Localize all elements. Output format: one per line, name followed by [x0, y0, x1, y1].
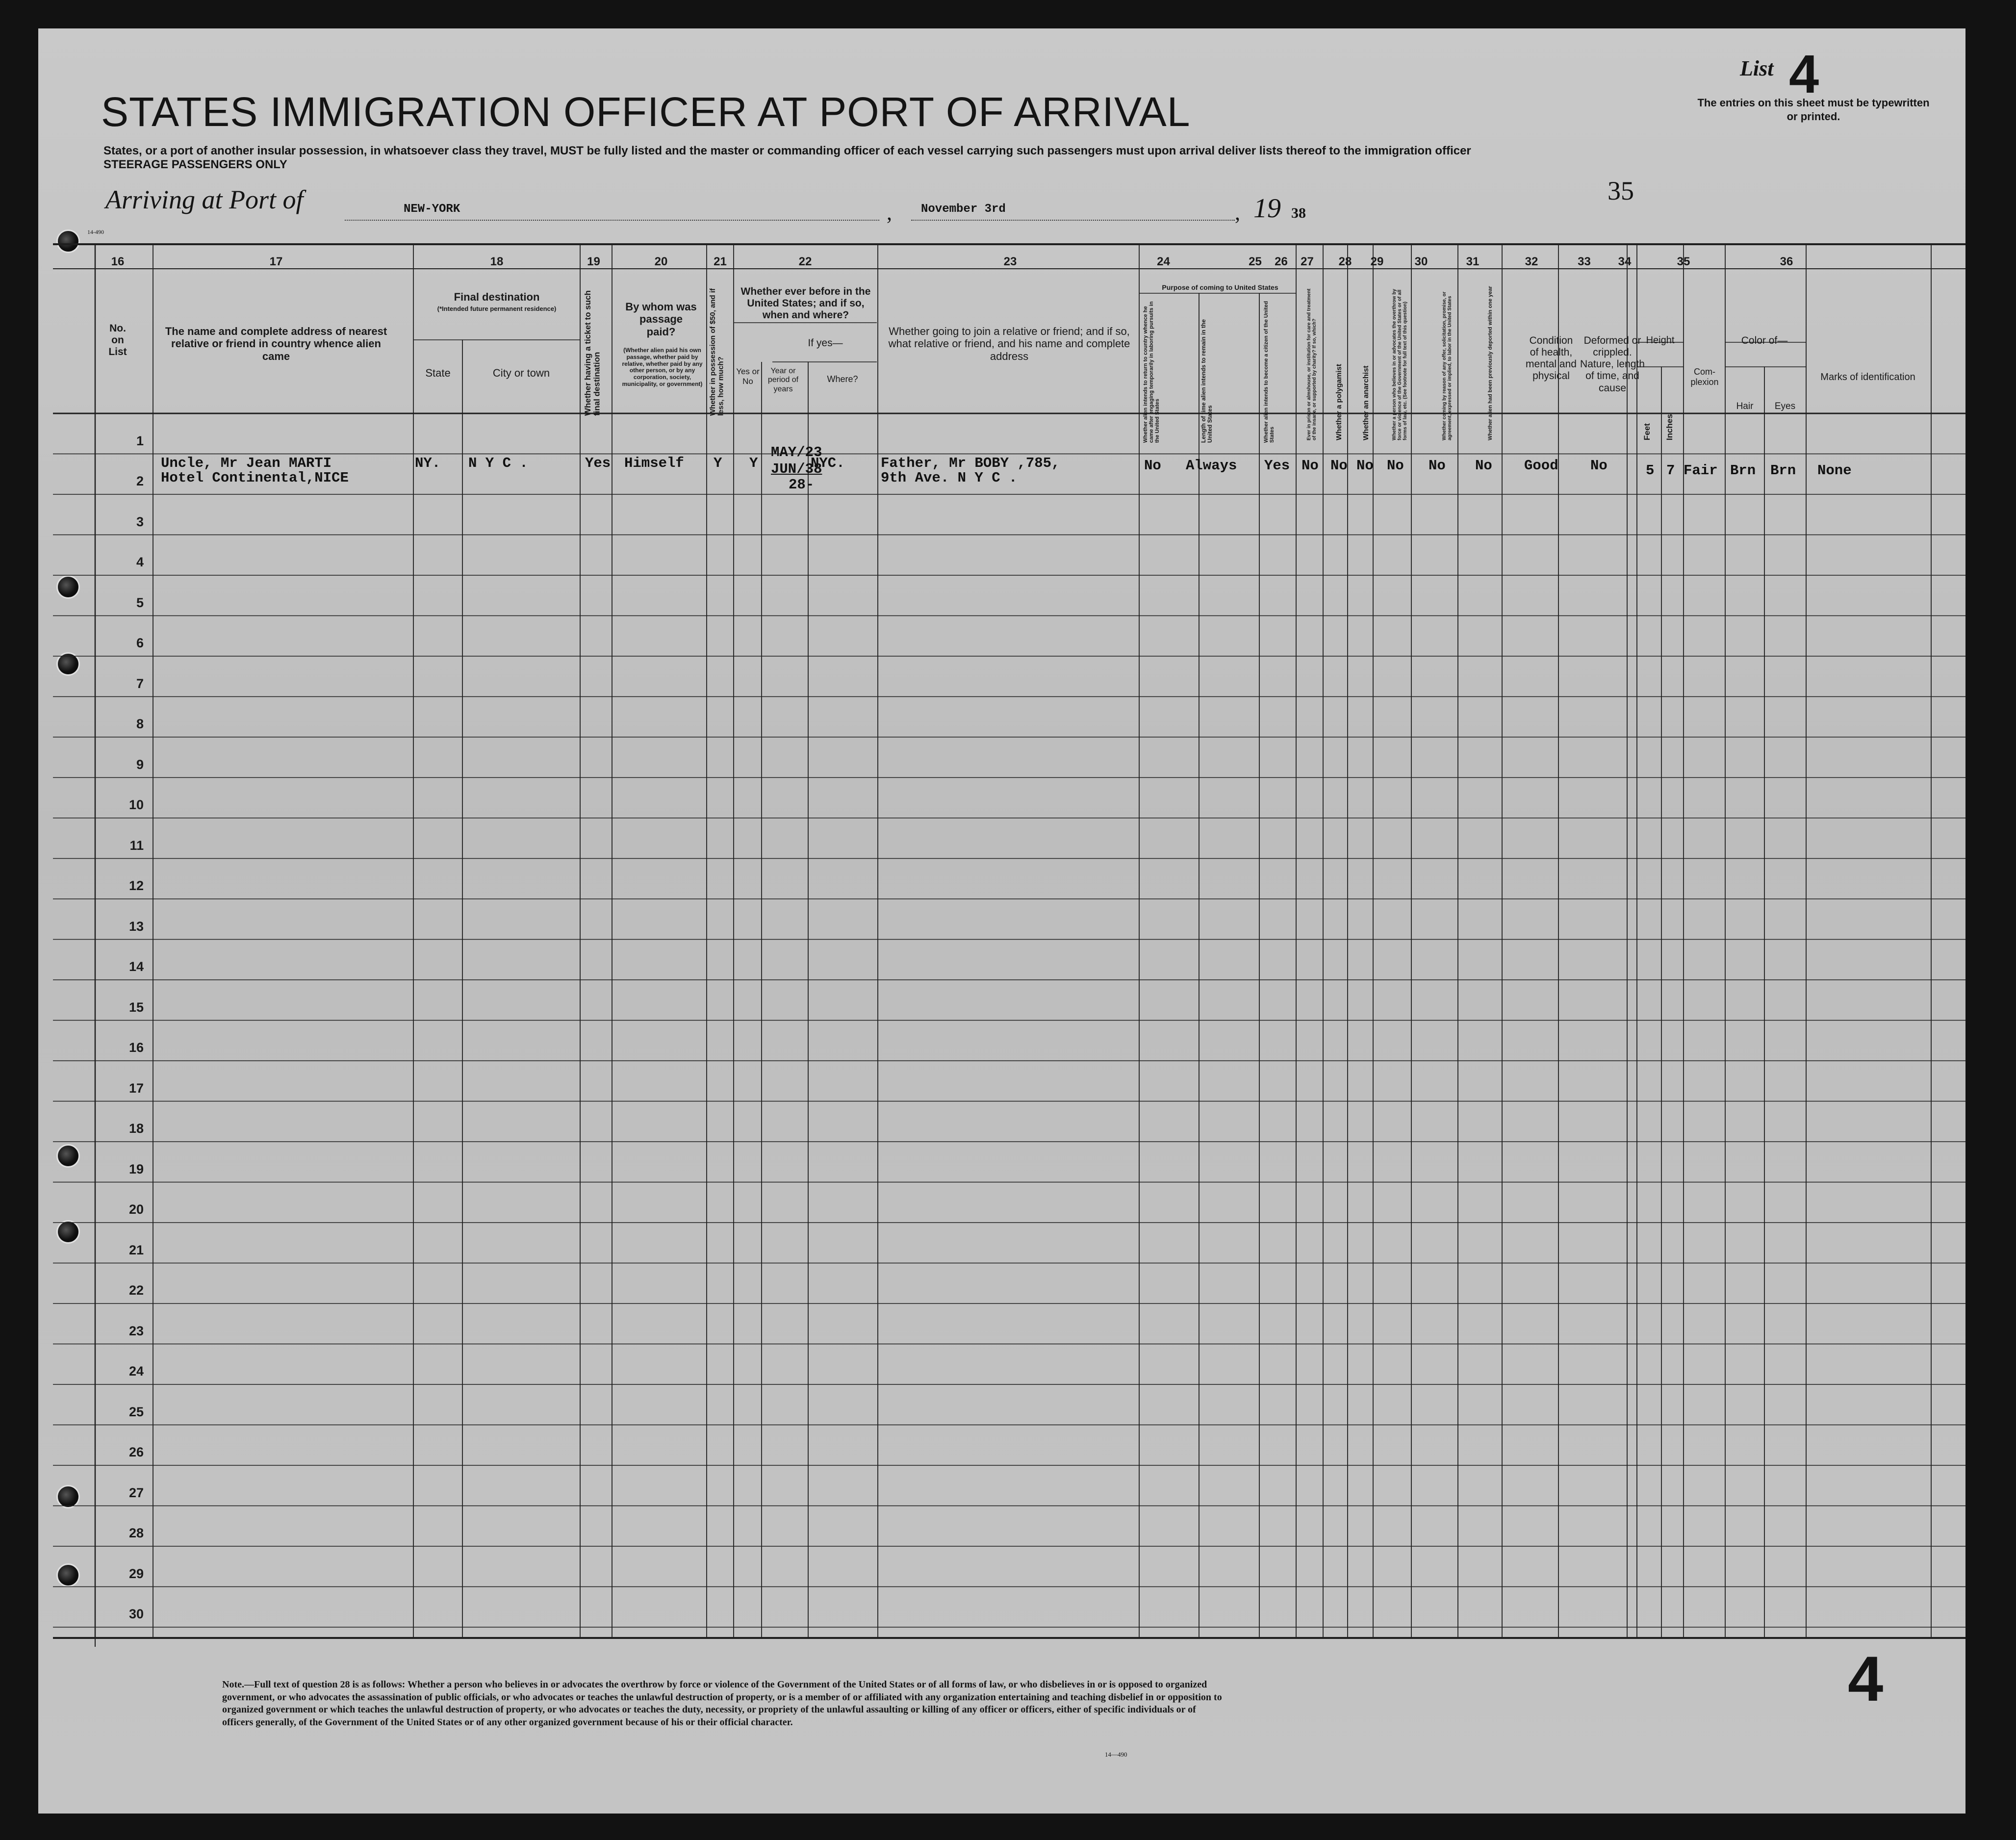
row-number: 5	[136, 595, 144, 610]
heading-color-of: Color of—	[1741, 335, 1788, 346]
entry-eyes: Brn	[1770, 462, 1796, 479]
col-33: 33	[1578, 255, 1591, 268]
heading-nearest-relative: The name and complete address of nearest relative or friend in country whence alien came	[165, 325, 387, 362]
col-21: 21	[714, 255, 727, 268]
entries-note: The entries on this sheet must be typewritten or printed.	[1697, 97, 1930, 123]
heading-by-whom-note: (Whether alien paid his own passage, whether paid by relative, whether paid by any other person, or by any corporation, society, municipality, or government)	[622, 347, 703, 387]
entry-deformed: No	[1590, 458, 1608, 474]
list-label: List	[1740, 56, 1774, 80]
entry-period-line2: JUN/38	[771, 461, 822, 477]
heading-fifty: Whether in possession of $50, and if less, how much?	[709, 288, 725, 416]
entry-complexion: Fair	[1684, 462, 1718, 479]
table-grid	[38, 28, 1965, 1814]
row-number: 14	[128, 959, 144, 974]
heading-ever-before: Whether ever before in the United States; and if so, when and where?	[740, 286, 871, 321]
row-number: 4	[136, 555, 144, 569]
footnote: Note.—Full text of question 28 is as follows: Whether a person who believes in or advocates the overthrow by force or violence of the Government of the United States or of all forms of law, or who disbelieves in or is opposed to organized government, or who advocates the assassination of public officials, or who advocates or teaches the unlawful destruction of property, or is a member of or affiliated with any organization entertaining and teaching disbelief in or opposition to organized government or which teaches the unlawful destruction of property, or who advocates or teaches the duty, necessity, or propriety of the unlawful assaulting or killing of any officer or officers, either of specific individuals or of officers generally, of the Government of the United States or of any other organized government because of his or their official character.	[222, 1679, 1222, 1728]
col-32: 32	[1525, 255, 1538, 268]
heading-deformed: Deformed or crippled. Nature, length of time, and cause	[1580, 335, 1645, 394]
form-code-small: 14-490	[87, 229, 104, 235]
entry-join-line1: Father, Mr BOBY ,785,	[881, 455, 1060, 471]
entry-paid-by: Himself	[624, 455, 684, 471]
arriving-label: Arriving at Port of	[105, 185, 304, 214]
heading-state: State	[425, 367, 451, 379]
row-number: 9	[136, 757, 144, 772]
heading-final-destination-note: (*Intended future permanent residence)	[437, 305, 557, 312]
col-31: 31	[1466, 255, 1480, 268]
page-number: 4	[1848, 1643, 1884, 1714]
col-27: 27	[1301, 255, 1314, 268]
year-suffix: 38	[1291, 205, 1306, 221]
year-prefix: 19	[1253, 193, 1281, 224]
entry-prison: No	[1301, 458, 1319, 474]
heading-join-relative: Whether going to join a relative or friend; and if so, what relative or friend, and his name and complete address	[888, 325, 1130, 362]
heading-inches: Inches	[1665, 414, 1674, 440]
col-20: 20	[654, 255, 668, 268]
entry-feet: 5	[1646, 462, 1655, 479]
entry-anarchist: No	[1356, 458, 1374, 474]
entry-hair: Brn	[1730, 462, 1756, 479]
row-number: 2	[136, 474, 144, 488]
entry-polygamist: No	[1330, 458, 1348, 474]
heading-no-on-list: No. on List	[108, 323, 127, 358]
heading-height: Height	[1646, 335, 1675, 346]
entry-fifty: Y	[714, 455, 722, 471]
heading-final-destination: Final destination	[454, 291, 540, 303]
col-18: 18	[490, 255, 504, 268]
col-34: 34	[1618, 255, 1632, 268]
row-number: 29	[128, 1566, 144, 1581]
entry-offer: No	[1429, 458, 1446, 474]
heading-year-period: Year or period of years	[767, 367, 799, 393]
col-36: 36	[1780, 255, 1793, 268]
heading-return-country: Whether alien intends to return to country whence he came after engaging temporarily in laboring pursuits in the United States	[1143, 301, 1161, 443]
heading-length-of-time: Length of time alien intends to remain in the United States	[1200, 319, 1214, 443]
entry-inches: 7	[1666, 462, 1675, 479]
entry-join-line2: 9th Ave. N Y C .	[881, 470, 1018, 486]
entry-before: Y	[749, 455, 758, 471]
row-number: 25	[128, 1404, 144, 1419]
heading-polygamist: Whether a polygamist	[1335, 364, 1343, 440]
row-number: 24	[128, 1364, 144, 1379]
heading-overthrow: Whether a person who believes in or advocates the overthrow by force or violence of the Government of the United States or of all forms of law, etc. (See footnote for full text of this question)	[1392, 289, 1408, 440]
row-number: 18	[128, 1121, 144, 1136]
heading-become-citizen: Whether alien intends to become a citizen of the United States	[1263, 301, 1276, 443]
col-28: 28	[1338, 255, 1352, 268]
heading-offer: Whether coming by reason of any offer, solicitation, promise, or agreement, expressed or implied, to labor in the United States	[1442, 291, 1453, 440]
row-number: 22	[128, 1283, 144, 1298]
heading-if-yes: If yes—	[808, 337, 843, 349]
entry-marks: None	[1817, 462, 1852, 479]
footer-form-code: 14—490	[1105, 1751, 1127, 1758]
col-24: 24	[1157, 255, 1170, 268]
heading-where: Where?	[827, 374, 858, 384]
entry-state: NY.	[415, 455, 441, 471]
row-number: 20	[128, 1202, 144, 1217]
entry-relative-line1: Uncle, Mr Jean MARTI	[161, 455, 332, 471]
row-number: 8	[136, 716, 144, 731]
heading-purpose: Purpose of coming to United States	[1162, 283, 1278, 291]
col-19: 19	[587, 255, 600, 268]
heading-condition: Condition of health, mental and physical	[1526, 335, 1577, 382]
heading-anarchist: Whether an anarchist	[1362, 365, 1370, 440]
entry-period-line3: 28-	[789, 477, 815, 493]
heading-feet: Feet	[1642, 423, 1652, 440]
row-number: 28	[128, 1526, 144, 1540]
entry-condition: Good	[1524, 458, 1558, 474]
date-value: November 3rd	[921, 203, 1006, 216]
heading-by-whom: By whom was passage paid?	[625, 301, 697, 338]
entry-relative-line2: Hotel Continental,NICE	[161, 470, 349, 486]
port-value: NEW-YORK	[404, 203, 460, 216]
entry-deported: No	[1475, 458, 1492, 474]
sheet-number: 35	[1608, 176, 1634, 205]
page-subtitle: States, or a port of another insular possession, in whatsoever class they travel, MUST be fully listed and the master or commanding officer of each vessel carrying such passengers must upon arrival deliver lists thereof to the immigration officer	[103, 144, 1471, 157]
heading-prison: Ever in prison or almshouse, or institution for care and treatment of the insane, or supported by charity? If so, which?	[1306, 288, 1317, 440]
row-number: 11	[129, 838, 144, 853]
row-number: 13	[128, 919, 144, 934]
col-23: 23	[1003, 255, 1017, 268]
list-number: 4	[1789, 44, 1819, 104]
heading-eyes: Eyes	[1774, 401, 1796, 411]
entry-city: N Y C .	[468, 455, 528, 471]
heading-yes-or-no: Yes or No	[736, 367, 760, 386]
heading-marks: Marks of identification	[1820, 372, 1915, 383]
row-number: 3	[136, 514, 144, 529]
row-number: 6	[136, 636, 144, 650]
page-title: STATES IMMIGRATION OFFICER AT PORT OF ARRIVAL	[101, 89, 1191, 135]
heading-city: City or town	[492, 367, 550, 379]
heading-complexion: Com-plexion	[1690, 367, 1719, 387]
col-26: 26	[1275, 255, 1288, 268]
col-29: 29	[1370, 255, 1384, 268]
col-22: 22	[798, 255, 812, 268]
row-number: 16	[128, 1040, 144, 1055]
entry-where: NYC.	[811, 455, 845, 471]
heading-deported: Whether alien had been previously deported within one year	[1487, 286, 1493, 440]
entry-overthrow: No	[1387, 458, 1404, 474]
entry-return-country: No	[1144, 458, 1161, 474]
manifest-sheet: List 4 The entries on this sheet must be typewritten or printed. STATES IMMIGRATION OFFICER AT PORT OF ARRIVAL States, or a port of another insular possession, in whatsoever class they travel, MUST be fully listed and the master or commanding officer of each vessel carrying such passengers must upon arrival deliver lists thereof to the immigration officer STEERAGE PASSENGERS ONLY 14-490 Arriving at Port of NEW-YORK , November 3rd , 19 38 35 16 17 18 19 20 21 22 23 24 25 26 27 28 29 30 31 32 33 34 35 36 No. on List The name and complete address of nearest relative or friend in country whence alien came Final destination (*Intended future permanent residence) State City or town Whether having a ticket to such final destination By whom was passage paid? (Whether alien paid his own passage, whether paid by relative, whether paid by any other person, or by any corporation, society, municipality, or government) Whether in possession of $50, and if less, how much? Whether ever before in the United States; and if so, when and where? If yes— Yes or No Year or period of years Where? Whether going to join a relative or friend; and if so, what relative or friend, and his name and complete address Purpose of coming to United States Whether alien intends to return to country whence he came after engaging temporarily in laboring pursuits in the United States Length of time alien intends to remain in the United States Whether alien intends to become a citizen of the United States Ever in prison or almshouse, or institution for care and treatment of the insane, or supported by charity? If so, which? Whether a polygamist Whether an anarchist Whether a person who believes in or advocates the overthrow by force or violence of the Government of the United States or of all forms of law, etc. (See footnote for full text of this question) Whether coming by reason of any offer, solicitation, promise, or agreement, expressed or implied, to labor in the United States Whether alien had been previously deported within one year Condition of health, mental and physical Deformed or crippled. Nature, length of time, and cause Height Feet Inches Com-plexion Color of— Hair Eyes Marks of identification 1 2 3 4 5 6 7 8 9 10 11 12 13 14 15 16 17 18 19 20 21 22 23 24 25 26 27 28 29 30 Uncle, Mr Jean MARTI Hotel Continental,NICE NY. N Y C . Yes Himself Y Y MAY/23 JUN/38 28- NYC. Father, Mr BOBY ,785, 9th Ave. N Y C . No Always Yes No No No No No No Good No 5 7 Fair Brn Brn None Note.—Full text of question 28 is as follows: Whether a person who believes in or advocates the overthrow by force or violence of the Government of the United States or of all forms of law, or who disbelieves in or is opposed to organized government, or who advocates the assassination of public officials, or who advocates or teaches the unlawful destruction of property, or is a member of or affiliated with any organization entertaining and teaching disbelief in or opposition to organized government or which teaches the unlawful destruction of property, or who advocates or teaches the duty, necessity, or propriety of the unlawful assaulting or killing of any officer or officers, either of specific individuals or of officers generally, of the Government of the United States or of any other organized government because of his or their official character. 14—490 4	[38, 28, 1965, 1814]
entry-period-line1: MAY/23	[771, 444, 822, 460]
entry-citizen: Yes	[1264, 458, 1290, 474]
row-number: 21	[128, 1242, 144, 1257]
col-30: 30	[1414, 255, 1428, 268]
col-25: 25	[1249, 255, 1262, 268]
row-number: 1	[136, 433, 144, 448]
entry-length-of-time: Always	[1186, 458, 1237, 474]
row-number: 7	[136, 676, 144, 691]
row-number: 10	[128, 797, 144, 812]
row-number: 30	[128, 1607, 144, 1621]
entry-ticket: Yes	[585, 455, 611, 471]
col-17: 17	[269, 255, 283, 268]
row-number: 17	[128, 1080, 144, 1096]
row-number: 27	[128, 1485, 144, 1500]
row-number: 23	[128, 1323, 144, 1338]
heading-hair: Hair	[1736, 401, 1754, 411]
row-number: 12	[128, 878, 144, 893]
heading-ticket: Whether having a ticket to such final destination	[583, 290, 602, 416]
col-16: 16	[111, 255, 125, 268]
steerage-label: STEERAGE PASSENGERS ONLY	[103, 158, 287, 171]
row-number: 19	[128, 1161, 144, 1176]
row-number: 15	[128, 999, 144, 1015]
col-35: 35	[1677, 255, 1690, 268]
row-number: 26	[128, 1445, 144, 1459]
